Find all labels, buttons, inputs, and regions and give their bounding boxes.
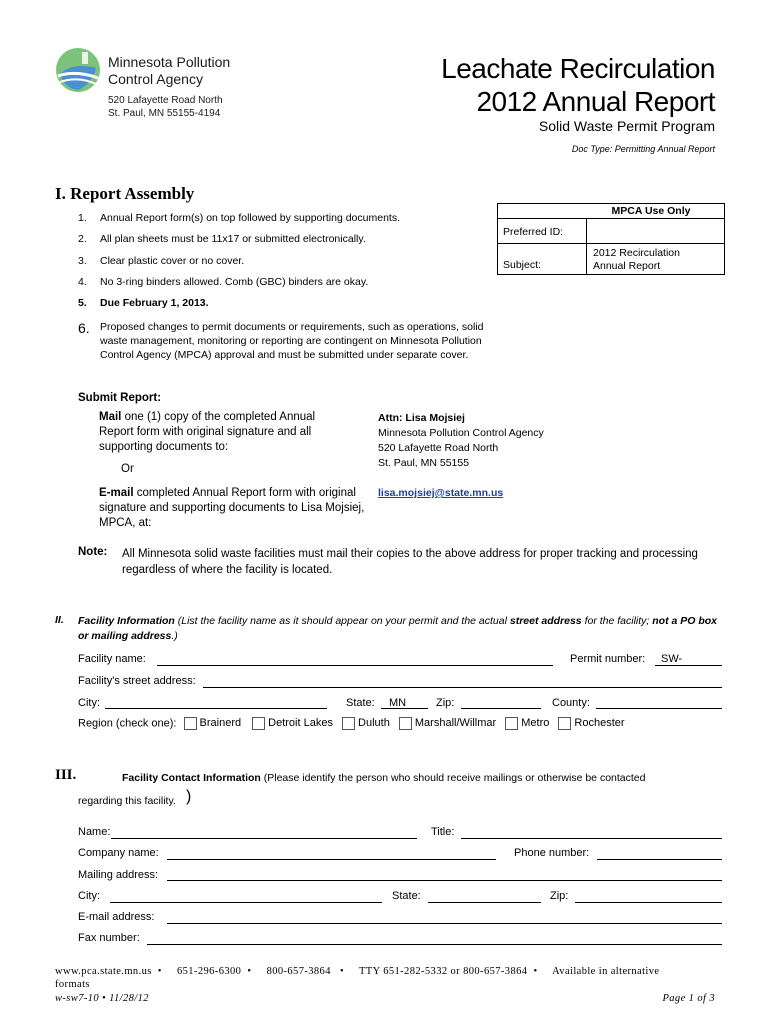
county-label: County: — [552, 697, 590, 709]
attn-line: Attn: Lisa Mojsiej — [378, 412, 465, 424]
agency-address-line1: 520 Lafayette Road North — [108, 95, 223, 106]
mpca-box-header: MPCA Use Only — [498, 204, 724, 219]
agency-address-line2: St. Paul, MN 55155-4194 — [108, 108, 221, 119]
bullet: • — [154, 966, 174, 977]
footer-contact — [55, 966, 659, 977]
region-option-marshall-willmar[interactable] — [399, 717, 496, 729]
subject-value-line2: Annual Report — [593, 260, 661, 272]
title-field[interactable] — [461, 838, 722, 839]
email-bold: E-mail — [99, 487, 134, 499]
section-1-heading: I. Report Assembly — [55, 184, 195, 203]
box-divider — [586, 219, 587, 274]
zip-field[interactable] — [461, 708, 541, 709]
note-text: All Minnesota solid waste facilities must mail their copies to the above address for proper tracking and processing regardless of where the facility is located. — [122, 548, 698, 576]
document-title — [441, 52, 715, 118]
heading-text: (List the facility name as it should appear on your permit and the actual — [174, 615, 510, 627]
email-field[interactable] — [167, 923, 722, 924]
email-label: E-mail address: — [78, 911, 155, 923]
bullet: • — [333, 966, 357, 977]
checkbox[interactable] — [505, 717, 518, 730]
email-link[interactable]: lisa.mojsiej@state.mn.us — [378, 487, 504, 499]
section-2-heading — [78, 614, 723, 644]
heading-bold: Facility Information — [78, 615, 175, 627]
state-label: State: — [392, 890, 421, 902]
fax-label: Fax number: — [78, 932, 140, 944]
heading-text: .) — [171, 630, 178, 642]
section-2-numeral: II. — [55, 614, 64, 626]
address-line: Minnesota Pollution Control Agency — [378, 427, 544, 439]
mpca-use-only-box — [497, 203, 725, 275]
list-item — [78, 212, 400, 224]
item-number: 6. — [78, 320, 90, 336]
checkbox[interactable] — [558, 717, 571, 730]
footer-phone: 651-296-6300 — [177, 966, 242, 977]
section-3-heading — [122, 772, 645, 784]
note-label: Note: — [78, 546, 108, 558]
mailing-address — [378, 411, 544, 471]
street-address-field[interactable] — [203, 687, 722, 688]
item-text: All plan sheets must be 11x17 or submitted electronically. — [100, 233, 366, 245]
footer-website: www.pca.state.mn.us — [55, 966, 152, 977]
heading-text: (Please identify the person who should receive mailings or otherwise be contacted — [260, 772, 646, 784]
footer-doc-number: w-sw7-10 • 11/28/12 — [55, 993, 149, 1004]
mailing-field[interactable] — [167, 880, 722, 881]
footer-alt-formats-2: formats — [55, 979, 90, 990]
city-field[interactable] — [105, 708, 327, 709]
agency-name — [108, 54, 230, 88]
region-option-label: Duluth — [358, 717, 390, 730]
preferred-id-label: Preferred ID: — [503, 226, 564, 238]
checkbox[interactable] — [399, 717, 412, 730]
region-option-metro[interactable] — [505, 717, 549, 729]
name-label: Name: — [78, 826, 111, 838]
permit-number-field[interactable] — [655, 665, 722, 666]
item-number: 4. — [78, 276, 87, 288]
state-field[interactable] — [428, 902, 541, 903]
bullet: • — [244, 966, 264, 977]
region-option-rochester[interactable] — [558, 717, 624, 729]
city-label: City: — [78, 890, 100, 902]
agency-address — [108, 94, 223, 120]
footer-page-number: Page 1 of 3 — [662, 993, 715, 1004]
zip-label: Zip: — [550, 890, 569, 902]
footer-alt-formats: Available in alternative — [552, 966, 660, 977]
permit-number-label: Permit number: — [570, 653, 646, 665]
region-option-label: Rochester — [574, 717, 625, 730]
subject-value-line1: 2012 Recirculation — [593, 247, 680, 259]
section-3-paren: ) — [186, 788, 192, 805]
address-line: St. Paul, MN 55155 — [378, 457, 470, 469]
region-option-brainerd[interactable] — [184, 717, 242, 729]
bullet: • — [530, 966, 550, 977]
address-line: 520 Lafayette Road North — [378, 442, 499, 454]
county-field[interactable] — [596, 708, 722, 709]
item-number: 1. — [78, 212, 87, 224]
region-option-label: Detroit Lakes — [268, 717, 333, 730]
preferred-id-row — [498, 219, 724, 244]
region-label: Region (check one): — [78, 717, 177, 730]
email-instructions — [99, 486, 369, 531]
phone-field[interactable] — [597, 859, 722, 860]
item-text: Clear plastic cover or no cover. — [100, 255, 245, 267]
region-option-detroit-lakes[interactable] — [252, 717, 333, 729]
mail-text: one (1) copy of the completed Annual Report form with original signature and all supporting documents to: — [99, 411, 316, 453]
footer-phone: 800-657-3864 — [266, 966, 331, 977]
state-value: MN — [389, 697, 407, 709]
title-line2: 2012 Annual Report — [476, 86, 715, 117]
agency-name-line1: Minnesota Pollution — [108, 54, 231, 70]
item-text: Due February 1, 2013. — [100, 297, 209, 309]
company-field[interactable] — [167, 859, 496, 860]
heading-bold: street address — [509, 615, 582, 627]
heading-bold: Facility Contact Information — [122, 772, 261, 784]
facility-name-field[interactable] — [157, 665, 553, 666]
region-option-duluth[interactable] — [342, 717, 390, 729]
list-item — [78, 276, 368, 288]
list-item — [78, 320, 508, 362]
section-3-numeral: III. — [55, 767, 77, 783]
document-subtitle: Solid Waste Permit Program — [538, 118, 715, 134]
mailing-label: Mailing address: — [78, 869, 159, 881]
facility-name-label: Facility name: — [78, 653, 146, 665]
doc-type: Doc Type: Permitting Annual Report — [571, 144, 715, 154]
item-number: 3. — [78, 255, 87, 267]
permit-number-value: SW- — [661, 653, 683, 665]
title-line1: Leachate Recirculation — [441, 53, 715, 84]
state-label: State: — [346, 697, 375, 709]
company-label: Company name: — [78, 847, 159, 859]
fax-field[interactable] — [147, 944, 722, 945]
subject-value — [593, 247, 680, 273]
item-text: No 3-ring binders allowed. Comb (GBC) binders are okay. — [100, 276, 369, 288]
checkbox[interactable] — [342, 717, 355, 730]
agency-name-line2: Control Agency — [108, 71, 203, 87]
region-option-label: Marshall/Willmar — [414, 717, 497, 730]
mail-bold: Mail — [99, 411, 122, 423]
region-option-label: Brainerd — [199, 717, 242, 730]
subject-label: Subject: — [503, 259, 541, 271]
title-label: Title: — [431, 826, 455, 838]
phone-label: Phone number: — [514, 847, 590, 859]
footer-tty: TTY 651-282-5332 or 800-657-3864 — [358, 966, 528, 977]
city-label: City: — [78, 697, 100, 709]
submit-heading: Submit Report: — [78, 392, 162, 404]
city-field[interactable] — [110, 902, 382, 903]
checkbox[interactable] — [184, 717, 197, 730]
item-text: Proposed changes to permit documents or requirements, such as operations, solid waste management, monitoring or reporting are contingent on Minnesota Pollution Control Agency (MPCA) approval and must be submitted under separate cover. — [100, 321, 484, 361]
zip-field[interactable] — [575, 902, 722, 903]
email-text: completed Annual Report form with original signature and supporting documents to Lisa Mojsiej, MPCA, at: — [99, 487, 365, 529]
item-number: 5. — [78, 297, 87, 309]
name-field[interactable] — [111, 838, 417, 839]
heading-text: for the facility; — [581, 615, 653, 627]
heading-bold: not a PO box or mailing address — [78, 615, 718, 642]
section-3-heading-line2: regarding this facility. — [78, 795, 176, 807]
item-text: Annual Report form(s) on top followed by supporting documents. — [100, 212, 400, 224]
list-item — [78, 233, 366, 245]
item-number: 2. — [78, 233, 87, 245]
region-option-label: Metro — [521, 717, 550, 730]
mpca-logo — [52, 44, 108, 94]
region-row — [78, 717, 625, 730]
list-item — [78, 297, 209, 309]
street-address-label: Facility's street address: — [78, 675, 196, 687]
or-text: Or — [121, 463, 134, 475]
state-field[interactable] — [381, 708, 428, 709]
zip-label: Zip: — [436, 697, 455, 709]
mail-instructions — [99, 410, 349, 455]
list-item — [78, 255, 244, 267]
checkbox[interactable] — [252, 717, 265, 730]
